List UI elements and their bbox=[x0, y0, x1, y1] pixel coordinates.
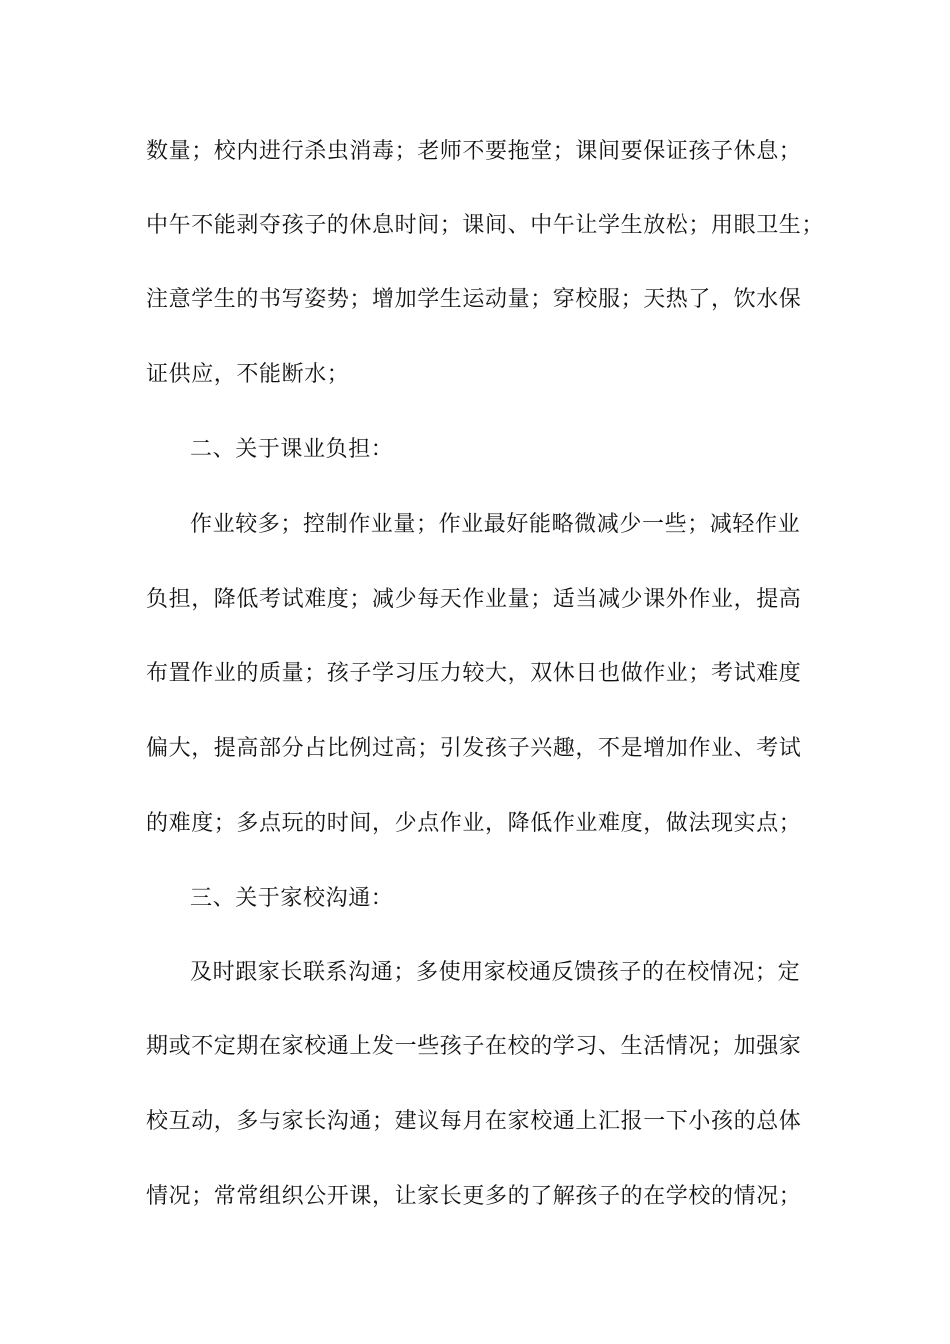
text-line: 中午不能剥夺孩子的休息时间；课间、中午让学生放松；用眼卫生； bbox=[146, 213, 825, 238]
text-line: 注意学生的书写姿势；增加学生运动量；穿校服；天热了，饮水保 bbox=[146, 287, 802, 312]
section-heading: 三、关于家校沟通： bbox=[190, 886, 394, 911]
text-line: 布置作业的质量；孩子学习压力较大，双休日也做作业；考试难度 bbox=[146, 661, 802, 686]
text-line: 证供应，不能断水； bbox=[146, 362, 350, 387]
text-line: 期或不定期在家校通上发一些孩子在校的学习、生活情况；加强家 bbox=[146, 1034, 802, 1059]
text-line: 偏大，提高部分占比例过高；引发孩子兴趣，不是增加作业、考试 bbox=[146, 736, 802, 761]
text-line: 校互动，多与家长沟通；建议每月在家校通上汇报一下小孩的总体 bbox=[146, 1109, 802, 1134]
text-line: 的难度；多点玩的时间，少点作业，降低作业难度，做法现实点； bbox=[146, 811, 802, 836]
section-heading: 二、关于课业负担： bbox=[190, 437, 394, 462]
text-line: 负担，降低考试难度；减少每天作业量；适当减少课外作业，提高 bbox=[146, 587, 802, 612]
text-line: 情况；常常组织公开课，让家长更多的了解孩子的在学校的情况； bbox=[146, 1184, 802, 1209]
text-line: 及时跟家长联系沟通；多使用家校通反馈孩子的在校情况；定 bbox=[190, 960, 801, 985]
text-line: 数量；校内进行杀虫消毒；老师不要拖堂；课间要保证孩子休息； bbox=[146, 139, 802, 164]
text-line: 作业较多；控制作业量；作业最好能略微减少一些；减轻作业 bbox=[190, 512, 801, 537]
